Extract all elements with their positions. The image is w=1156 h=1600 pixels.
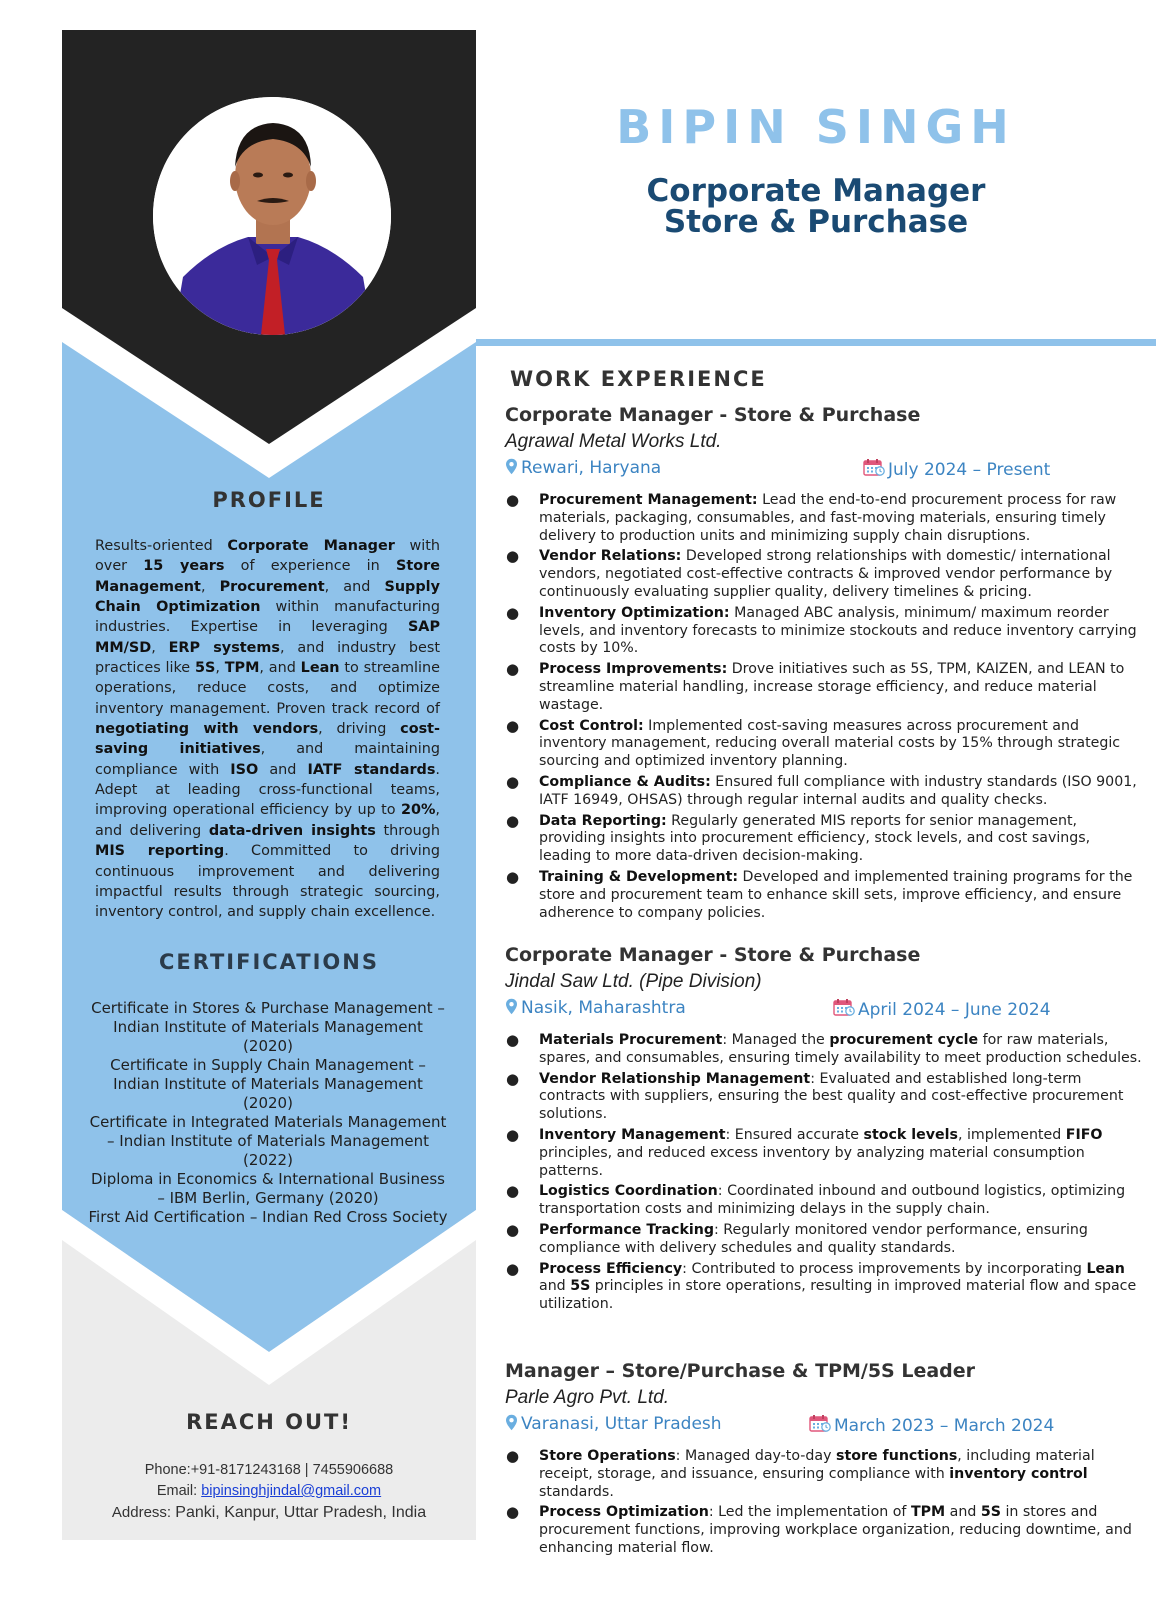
candidate-title xyxy=(476,173,1156,240)
responsibility-item xyxy=(505,1261,1145,1314)
job-title: Corporate Manager - Store & Purchase xyxy=(505,404,921,426)
responsibility-item xyxy=(505,661,1145,714)
responsibility-item xyxy=(505,813,1145,866)
candidate-name: BIPIN SINGH xyxy=(616,100,1016,154)
profile-text-run: . Committed to driving continuous improvement and delivering impactful results through strategic sourcing, inventory control, and supply chain excellence. xyxy=(95,843,440,921)
responsibility-highlight: Inventory Optimization: xyxy=(539,604,730,621)
job-entry xyxy=(505,944,1145,1317)
map-pin-icon xyxy=(505,1414,518,1436)
bullet-dot: ● xyxy=(506,1125,520,1144)
bullet-dot: ● xyxy=(506,867,520,886)
responsibility-item xyxy=(505,605,1145,658)
dates-text: March 2023 – March 2024 xyxy=(834,1416,1055,1436)
bullet-dot: ● xyxy=(506,1259,520,1278)
responsibility-highlight: store functions xyxy=(836,1448,958,1464)
profile-text-run: , and industry best practices like xyxy=(95,639,441,677)
bullet-dot: ● xyxy=(506,1447,520,1465)
profile-text-run: , driving xyxy=(318,721,401,738)
responsibility-text: , implemented xyxy=(957,1126,1066,1143)
profile-text-run: . Adept at leading cross-functional teams, improving operational efficiency by up to xyxy=(95,761,440,819)
responsibility-highlight: inventory control xyxy=(949,1465,1088,1482)
job-entry xyxy=(505,404,1145,925)
title-line-2: Store & Purchase xyxy=(663,204,969,240)
responsibility-text: principles in store operations, resulting in improved material flow and space utilization. xyxy=(539,1278,1137,1313)
responsibility-highlight: Training & Development: xyxy=(539,868,739,885)
map-pin-icon xyxy=(505,458,518,480)
responsibility-highlight: Compliance & Audits: xyxy=(539,773,711,790)
profile-highlight: ISO xyxy=(230,761,259,778)
responsibility-highlight: 5S xyxy=(980,1504,1001,1521)
bullet-dot: ● xyxy=(506,660,520,679)
responsibility-text: Developed strong relationships with domestic/ international vendors, negotiated cost-effective contracts & improved vendor performance by continuously evaluating supplier quality, delivery timelines & pricing. xyxy=(539,548,1113,600)
profile-highlight: 5S xyxy=(194,660,216,677)
certification-item: Certificate in Supply Chain Management – Indian Institute of Materials Management (2020) xyxy=(110,1056,426,1112)
responsibility-highlight: Process Optimization xyxy=(539,1504,709,1521)
job-title: Manager – Store/Purchase & TPM/5S Leader xyxy=(505,1360,976,1382)
profile-highlight: ERP systems xyxy=(168,639,280,656)
profile-highlight: Store Management xyxy=(95,558,440,595)
bullet-dot: ● xyxy=(506,1031,520,1049)
profile-text-run: , and xyxy=(259,660,301,677)
certifications-heading: CERTIFICATIONS xyxy=(158,950,379,974)
dates-text: April 2024 – June 2024 xyxy=(858,1000,1051,1020)
responsibility-highlight: Inventory Management xyxy=(539,1126,726,1143)
profile-text-run: , and xyxy=(324,578,385,595)
responsibility-item xyxy=(505,1183,1145,1219)
map-pin-icon xyxy=(505,998,518,1020)
responsibility-text: Lead the end-to-end procurement process for raw materials, packaging, consumables, and fast-moving materials, ensuring timely delivery to production units and minimizing supply chain disruptions. xyxy=(539,492,1117,544)
responsibility-text: principles, and reduced excess inventory by analyzing material consumption patterns. xyxy=(539,1144,1085,1179)
certifications-list xyxy=(88,999,448,1227)
profile-text-run: , xyxy=(200,578,220,595)
contact-block xyxy=(62,1460,476,1523)
responsibility-text: : Managed the xyxy=(722,1032,830,1048)
responsibility-text: for raw materials, spares, and consumables, ensuring timely availability to meet production schedules. xyxy=(539,1032,1142,1066)
job-meta xyxy=(505,458,1145,486)
responsibility-text: Drove initiatives such as 5S, TPM, KAIZEN, and LEAN to streamline material handling, increase storage efficiency, and reduce material wastage. xyxy=(539,661,1125,713)
location-text: Varanasi, Uttar Pradesh xyxy=(521,1414,722,1434)
responsibility-item xyxy=(505,1032,1145,1068)
responsibility-item xyxy=(505,1071,1145,1124)
responsibility-highlight: Process Improvements: xyxy=(539,661,728,678)
profile-text-run: through xyxy=(375,822,441,839)
profile-summary xyxy=(95,536,440,923)
responsibility-text: : Managed day-to-day xyxy=(675,1448,837,1464)
phone-text: Phone:+91-8171243168 | 7455906688 xyxy=(144,1462,394,1478)
responsibility-text: : Led the implementation of xyxy=(708,1504,911,1521)
bullet-dot: ● xyxy=(506,811,520,830)
job-location xyxy=(505,458,661,480)
responsibility-highlight: Logistics Coordination xyxy=(539,1183,718,1200)
profile-highlight: Corporate Manager xyxy=(227,538,395,554)
bullet-dot: ● xyxy=(506,1503,520,1522)
responsibility-list xyxy=(505,1032,1145,1314)
responsibility-text: and xyxy=(539,1278,571,1295)
responsibility-highlight: Vendor Relationship Management xyxy=(539,1070,811,1087)
company-name: Jindal Saw Ltd. (Pipe Division) xyxy=(505,971,762,992)
profile-highlight: IATF standards xyxy=(307,761,436,778)
profile-highlight: cost-saving initiatives xyxy=(95,721,441,758)
bullet-dot: ● xyxy=(506,491,520,509)
title-line-1: Corporate Manager xyxy=(646,173,986,209)
work-experience-heading: WORK EXPERIENCE xyxy=(510,367,767,391)
job-title: Corporate Manager - Store & Purchase xyxy=(505,944,921,966)
responsibility-item xyxy=(505,1504,1145,1557)
reach-out-heading: REACH OUT! xyxy=(186,1410,352,1434)
certification-item: Certificate in Integrated Materials Management – Indian Institute of Materials Management (2022) xyxy=(89,1113,447,1169)
dates-text: July 2024 – Present xyxy=(888,460,1051,480)
responsibility-highlight: Vendor Relations: xyxy=(539,548,682,565)
address-line xyxy=(62,1502,476,1523)
responsibility-item xyxy=(505,869,1145,922)
responsibility-item xyxy=(505,1448,1145,1501)
responsibility-item xyxy=(505,1222,1145,1258)
job-dates xyxy=(809,1414,1054,1438)
bullet-dot: ● xyxy=(506,772,520,791)
responsibility-highlight: procurement cycle xyxy=(829,1032,979,1048)
profile-text-run: of experience in xyxy=(224,558,396,575)
responsibility-item xyxy=(505,548,1145,601)
profile-text-run: and xyxy=(258,761,308,778)
profile-highlight: 15 years xyxy=(143,558,225,575)
profile-highlight: MIS reporting xyxy=(95,843,225,860)
bullet-dot: ● xyxy=(506,1182,520,1201)
header-divider xyxy=(476,339,1156,346)
responsibility-highlight: Lean xyxy=(1086,1260,1125,1277)
profile-text-run: , and maintaining compliance with xyxy=(95,741,440,778)
responsibility-text: Implemented cost-saving measures across procurement and inventory management, reducing overall material costs by 15% through strategic sourcing and optimized inventory planning. xyxy=(539,717,1121,770)
responsibility-item xyxy=(505,492,1145,545)
responsibility-text: Developed and implemented training programs for the store and procurement team to enhance skill sets, improve efficiency, and ensure adherence to company policies. xyxy=(539,868,1133,921)
responsibility-item xyxy=(505,718,1145,771)
responsibility-text: : Coordinated inbound and outbound logistics, optimizing transportation costs and minimizing delays in the supply chain. xyxy=(539,1183,1126,1218)
responsibility-text: Managed ABC analysis, minimum/ maximum reorder levels, and inventory forecasts to minimize stockouts and reduce inventory carrying costs by 10%. xyxy=(539,604,1137,657)
job-meta xyxy=(505,998,1145,1026)
profile-text-run: , xyxy=(151,639,169,656)
bullet-dot: ● xyxy=(506,1220,520,1239)
responsibility-text: : Evaluated and established long-term contracts with suppliers, ensuring the best quality and cost-effective procurement solutions. xyxy=(539,1070,1124,1123)
profile-text-run: , xyxy=(215,660,225,677)
address-text: Panki, Kanpur, Uttar Pradesh, India xyxy=(175,1504,427,1521)
profile-highlight: SAP MM/SD xyxy=(95,619,440,656)
responsibility-list xyxy=(505,492,1145,922)
calendar-icon xyxy=(863,458,885,482)
responsibility-text: : Contributed to process improvements by incorporating xyxy=(682,1260,1087,1277)
responsibility-text: standards. xyxy=(539,1483,614,1500)
location-text: Nasik, Maharashtra xyxy=(521,998,686,1018)
responsibility-text: and xyxy=(945,1504,981,1521)
job-meta xyxy=(505,1414,1145,1442)
job-dates xyxy=(833,998,1051,1022)
profile-highlight: data-driven insights xyxy=(208,822,376,839)
company-name: Agrawal Metal Works Ltd. xyxy=(505,431,722,452)
responsibility-highlight: Materials Procurement xyxy=(539,1032,723,1048)
certification-item: Diploma in Economics & International Business – IBM Berlin, Germany (2020) xyxy=(91,1170,445,1207)
profile-text-run: with over xyxy=(95,538,441,575)
responsibility-text: : Regularly monitored vendor performance, ensuring compliance with delivery schedules and quality standards. xyxy=(539,1221,1088,1256)
profile-highlight: 20% xyxy=(400,802,436,819)
portrait-photo xyxy=(153,97,391,335)
responsibility-text: : Ensured accurate xyxy=(725,1126,864,1143)
job-entry xyxy=(505,1360,1145,1561)
responsibility-highlight: Procurement Management: xyxy=(539,492,758,508)
profile-highlight: TPM xyxy=(224,660,260,677)
responsibility-item xyxy=(505,1127,1145,1180)
responsibility-highlight: TPM xyxy=(910,1504,946,1521)
responsibility-highlight: Performance Tracking xyxy=(539,1221,715,1238)
responsibility-list xyxy=(505,1448,1145,1558)
responsibility-highlight: stock levels xyxy=(863,1126,958,1143)
profile-highlight: negotiating with vendors xyxy=(95,721,319,738)
bullet-dot: ● xyxy=(506,603,520,622)
profile-text-run: within manufacturing industries. Expertise in leveraging xyxy=(95,599,440,636)
profile-text-run: , and delivering xyxy=(95,802,440,839)
profile-highlight: Procurement xyxy=(219,578,325,595)
bullet-dot: ● xyxy=(506,716,520,735)
responsibility-text: Regularly generated MIS reports for senior management, providing insights into procurement efficiency, stock levels, and cost savings, leading to more data-driven decision-making. xyxy=(539,812,1091,865)
email-link[interactable]: bipinsinghjindal@gmail.com xyxy=(201,1483,382,1499)
bullet-dot: ● xyxy=(506,1069,520,1088)
job-location xyxy=(505,1414,722,1436)
email-label: Email: xyxy=(156,1483,202,1499)
responsibility-highlight: FIFO xyxy=(1065,1126,1103,1143)
profile-text-run: Results-oriented xyxy=(95,538,228,554)
responsibility-highlight: Data Reporting: xyxy=(539,812,667,829)
responsibility-highlight: Store Operations xyxy=(539,1448,676,1464)
address-label: Address: xyxy=(111,1504,176,1521)
responsibility-item xyxy=(505,774,1145,810)
responsibility-highlight: Cost Control: xyxy=(539,717,644,734)
location-text: Rewari, Haryana xyxy=(521,458,662,478)
responsibility-text: , including material receipt, storage, and issuance, ensuring compliance with xyxy=(539,1448,1095,1482)
job-dates xyxy=(863,458,1050,482)
profile-highlight: Supply Chain Optimization xyxy=(95,578,440,616)
profile-highlight: Lean xyxy=(300,660,340,677)
certification-item: Certificate in Stores & Purchase Management – Indian Institute of Materials Management (2020) xyxy=(91,999,445,1055)
responsibility-highlight: 5S xyxy=(570,1278,591,1295)
profile-heading: PROFILE xyxy=(212,488,326,512)
calendar-icon xyxy=(833,998,855,1022)
responsibility-highlight: Process Efficiency xyxy=(539,1260,683,1277)
bullet-dot: ● xyxy=(506,547,520,566)
responsibility-text: Ensured full compliance with industry standards (ISO 9001, IATF 16949, OHSAS) through regular internal audits and quality checks. xyxy=(539,773,1137,808)
company-name: Parle Agro Pvt. Ltd. xyxy=(505,1387,670,1408)
email-line xyxy=(62,1481,476,1502)
job-location xyxy=(505,998,686,1020)
profile-text-run: to streamline operations, reduce costs, and optimize inventory management. Proven track record of xyxy=(95,660,440,717)
certification-item: First Aid Certification – Indian Red Cross Society xyxy=(88,1208,448,1226)
responsibility-text: in stores and procurement functions, improving workplace organization, reducing downtime, and enhancing material flow. xyxy=(539,1504,1132,1556)
calendar-icon xyxy=(809,1414,831,1438)
profile-photo xyxy=(153,97,391,335)
